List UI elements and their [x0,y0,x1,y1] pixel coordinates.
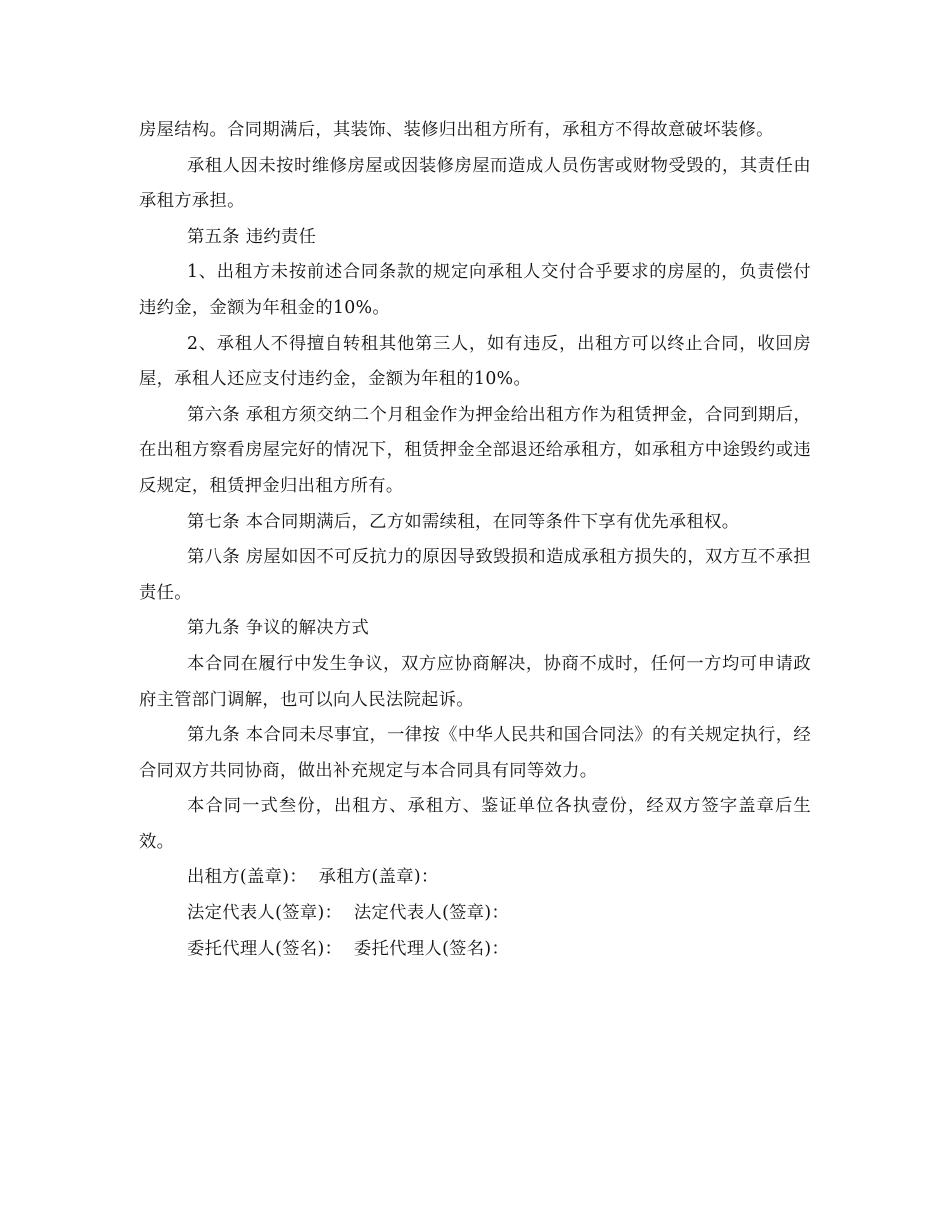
paragraph-dispute-resolution: 本合同在履行中发生争议，双方应协商解决，协商不成时，任何一方均可申请政府主管部门调解，也可以向人民法院起诉。 [139,653,811,710]
document-body [139,113,811,967]
paragraph-repair-liability: 承租人因未按时维修房屋或因装修房屋而造成人员伤害或财物受毁的，其责任由承租方承担。 [139,155,811,212]
paragraph-article-7: 第七条 本合同期满后，乙方如需续租，在同等条件下享有优先承租权。 [187,511,740,532]
paragraph-copies: 本合同一式叁份，出租方、承租方、鉴证单位各执壹份，经双方签字盖章后生效。 [139,796,811,852]
paragraph-article-8: 第八条 房屋如因不可反抗力的原因导致毁损和造成承租方损失的，双方互不承担责任。 [139,547,811,603]
paragraph-breach-1: 1、出租方未按前述合同条款的规定向承租人交付合乎要求的房屋的，负责偿付违约金，金额为年租金的10%。 [139,262,811,318]
heading-article-9: 第九条 争议的解决方式 [187,618,370,639]
heading-article-5: 第五条 违约责任 [187,226,317,247]
paragraph-continuation: 房屋结构。合同期满后，其装饰、装修归出租方所有，承租方不得故意破坏装修。 [139,120,774,140]
paragraph-breach-2: 2、承租人不得擅自转租其他第三人，如有违反，出租方可以终止合同，收回房屋，承租人还应支付违约金，金额为年租的10%。 [139,333,811,390]
signature-line-agent: 委托代理人(签名)： 委托代理人(签名)： [187,938,510,959]
signature-line-legal-rep: 法定代表人(签章)： 法定代表人(签章)： [187,903,510,924]
signature-line-lessor-lessee: 出租方(盖章)： 承租方(盖章)： [187,867,439,888]
paragraph-article-6: 第六条 承租方须交纳二个月租金作为押金给出租方作为租赁押金，合同到期后，在出租方察看房屋完好的情况下，租赁押金全部退还给承租方，如承租方中途毁约或违反规定，租赁押金归出租方所有。 [139,404,811,496]
paragraph-article-9-supplement: 第九条 本合同未尽事宜，一律按《中华人民共和国合同法》的有关规定执行，经合同双方共同协商，做出补充规定与本合同具有同等效力。 [139,725,811,781]
